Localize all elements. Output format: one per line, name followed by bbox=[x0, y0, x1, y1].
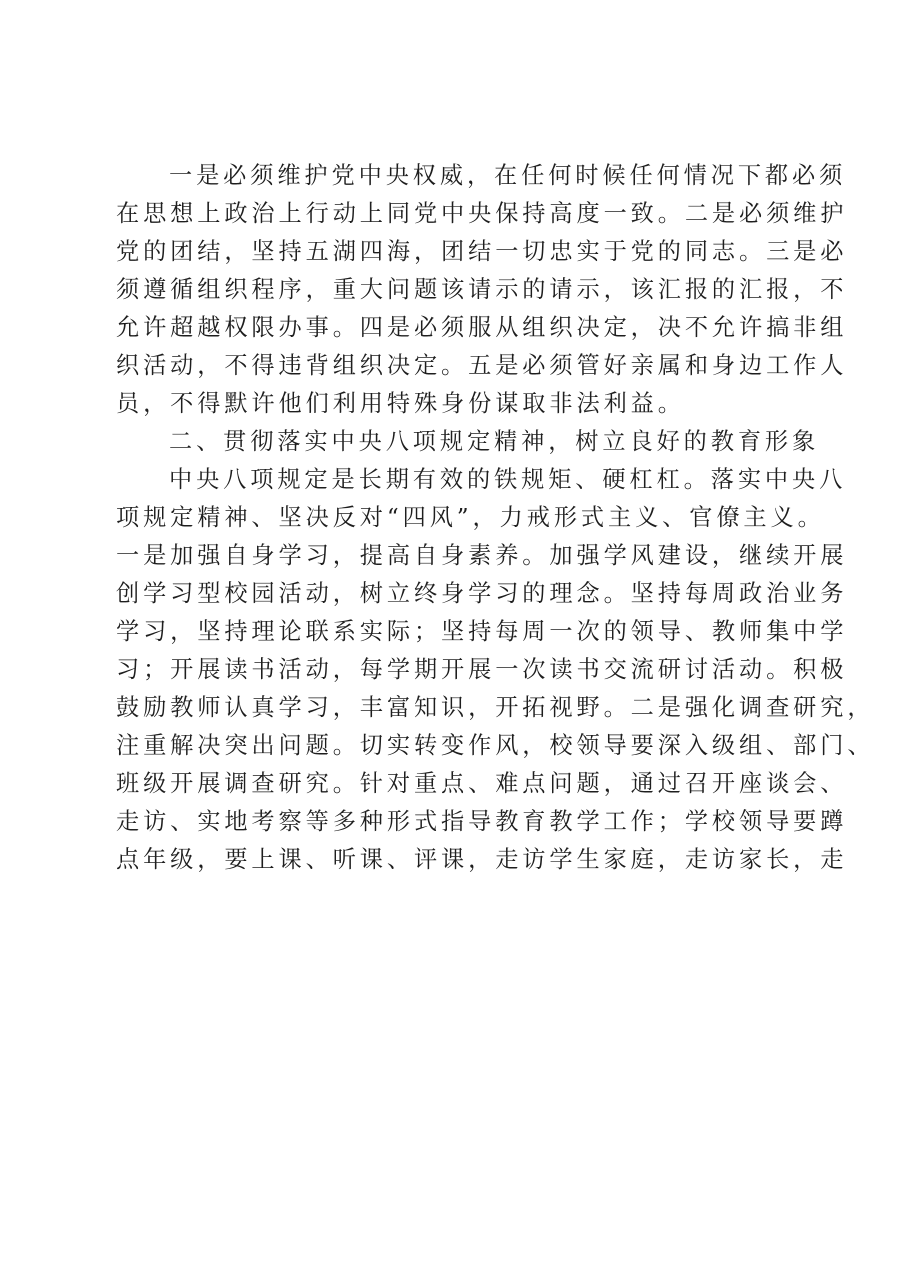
section-heading: 二、贯彻落实中央八项规定精神，树立良好的教育形象 bbox=[169, 428, 820, 455]
paragraph-line: 创学习型校园活动，树立终身学习的理念。坚持每周政治业务 bbox=[116, 580, 848, 607]
paragraph-line: 习；开展读书活动，每学期开展一次读书交流研讨活动。积极 bbox=[116, 656, 848, 683]
paragraph-line: 允许超越权限办事。四是必须服从组织决定，决不允许搞非组 bbox=[116, 314, 848, 341]
paragraph-line: 在思想上政治上行动上同党中央保持高度一致。二是必须维护 bbox=[116, 200, 848, 227]
paragraph-line: 注重解决突出问题。切实转变作风，校领导要深入级组、部门、 bbox=[116, 732, 875, 759]
paragraph-line: 织活动，不得违背组织决定。五是必须管好亲属和身边工作人 bbox=[116, 352, 848, 379]
document-body bbox=[116, 157, 875, 879]
paragraph-line: 党的团结，坚持五湖四海，团结一切忠实于党的同志。三是必 bbox=[116, 238, 848, 265]
paragraph-line: 班级开展调查研究。针对重点、难点问题，通过召开座谈会、 bbox=[116, 770, 848, 797]
paragraph-line: 中央八项规定是长期有效的铁规矩、硬杠杠。落实中央八 bbox=[169, 466, 847, 493]
paragraph-line: 一是加强自身学习，提高自身素养。加强学风建设，继续开展 bbox=[116, 542, 848, 569]
paragraph-line: 点年级，要上课、听课、评课，走访学生家庭，走访家长，走 bbox=[116, 846, 848, 873]
paragraph-line: 一是必须维护党中央权威，在任何时候任何情况下都必须 bbox=[169, 162, 847, 189]
paragraph-line: 走访、实地考察等多种形式指导教育教学工作；学校领导要蹲 bbox=[116, 808, 848, 835]
paragraph-line: 项规定精神、坚决反对“四风”，力戒形式主义、官僚主义。 bbox=[116, 504, 825, 531]
paragraph-line: 鼓励教师认真学习，丰富知识，开拓视野。二是强化调查研究， bbox=[116, 694, 875, 721]
paragraph-line: 学习，坚持理论联系实际；坚持每周一次的领导、教师集中学 bbox=[116, 618, 848, 645]
paragraph-line: 须遵循组织程序，重大问题该请示的请示，该汇报的汇报，不 bbox=[116, 276, 848, 303]
paragraph-line: 员，不得默许他们利用特殊身份谋取非法利益。 bbox=[116, 390, 685, 417]
